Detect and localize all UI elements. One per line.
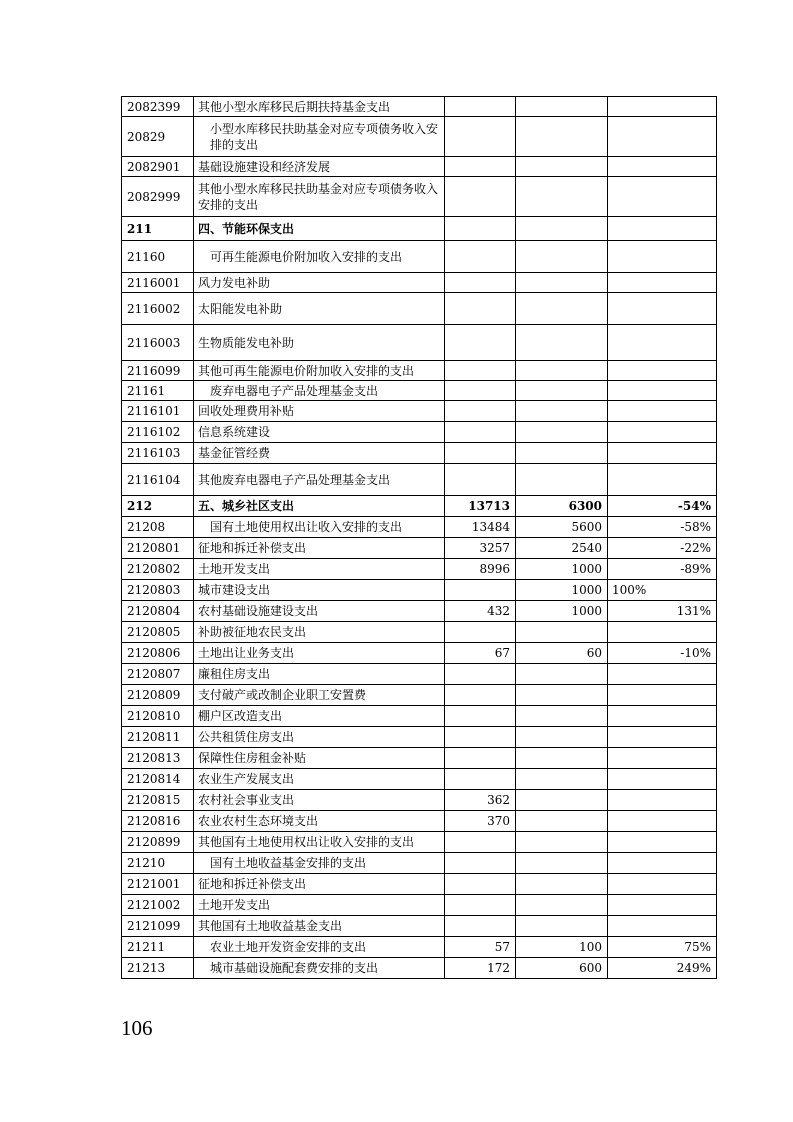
row-name: 太阳能发电补助 — [194, 293, 445, 325]
row-code: 21160 — [122, 241, 194, 273]
row-code: 2116003 — [122, 325, 194, 361]
table-row — [122, 464, 717, 496]
row-value-3 — [608, 706, 717, 727]
row-value-3 — [608, 97, 717, 117]
row-name: 其他国有土地收益基金支出 — [194, 916, 445, 937]
row-value-3: -54% — [608, 496, 717, 517]
row-value-1 — [445, 177, 516, 217]
row-value-3 — [608, 422, 717, 443]
row-name: 农村基础设施建设支出 — [194, 601, 445, 622]
row-value-3 — [608, 325, 717, 361]
row-value-2 — [516, 916, 608, 937]
row-value-2: 100 — [516, 937, 608, 958]
row-code: 211 — [122, 217, 194, 241]
row-value-3 — [608, 832, 717, 853]
row-value-3 — [608, 177, 717, 217]
row-name: 土地开发支出 — [194, 895, 445, 916]
table-row — [122, 580, 717, 601]
row-name: 农业农村生态环境支出 — [194, 811, 445, 832]
row-name: 城市建设支出 — [194, 580, 445, 601]
row-value-3 — [608, 622, 717, 643]
row-name: 其他小型水库移民后期扶持基金支出 — [194, 97, 445, 117]
row-code: 2120899 — [122, 832, 194, 853]
row-value-1 — [445, 422, 516, 443]
row-value-3 — [608, 157, 717, 177]
row-code: 2116104 — [122, 464, 194, 496]
row-value-3 — [608, 381, 717, 401]
row-code: 2120804 — [122, 601, 194, 622]
table-row — [122, 401, 717, 422]
row-value-3 — [608, 443, 717, 464]
row-name: 土地开发支出 — [194, 559, 445, 580]
row-value-1 — [445, 748, 516, 769]
row-value-3: 75% — [608, 937, 717, 958]
row-value-1 — [445, 706, 516, 727]
row-name: 支付破产或改制企业职工安置费 — [194, 685, 445, 706]
table-row — [122, 177, 717, 217]
table-row — [122, 685, 717, 706]
row-value-1: 172 — [445, 958, 516, 979]
row-value-1 — [445, 241, 516, 273]
table-row — [122, 874, 717, 895]
row-value-3 — [608, 273, 717, 293]
row-value-2: 5600 — [516, 517, 608, 538]
row-name: 其他国有土地使用权出让收入安排的支出 — [194, 832, 445, 853]
row-code: 2120805 — [122, 622, 194, 643]
row-name: 城市基础设施配套费安排的支出 — [194, 958, 445, 979]
row-name: 补助被征地农民支出 — [194, 622, 445, 643]
row-value-1: 8996 — [445, 559, 516, 580]
row-code: 2120801 — [122, 538, 194, 559]
row-name: 保障性住房租金补贴 — [194, 748, 445, 769]
table-row — [122, 361, 717, 381]
row-code: 2120811 — [122, 727, 194, 748]
row-value-2 — [516, 177, 608, 217]
table-row — [122, 117, 717, 157]
row-name: 生物质能发电补助 — [194, 325, 445, 361]
row-code: 2121002 — [122, 895, 194, 916]
row-value-3 — [608, 685, 717, 706]
row-name: 廉租住房支出 — [194, 664, 445, 685]
row-value-2 — [516, 895, 608, 916]
row-name: 五、城乡社区支出 — [194, 496, 445, 517]
table-row — [122, 273, 717, 293]
row-value-3 — [608, 117, 717, 157]
table-row — [122, 622, 717, 643]
row-value-2: 1000 — [516, 559, 608, 580]
row-value-1 — [445, 117, 516, 157]
row-value-3 — [608, 217, 717, 241]
row-code: 2116103 — [122, 443, 194, 464]
row-code: 2121099 — [122, 916, 194, 937]
row-code: 2120803 — [122, 580, 194, 601]
row-value-1 — [445, 895, 516, 916]
row-name: 公共租赁住房支出 — [194, 727, 445, 748]
table-row — [122, 769, 717, 790]
row-value-1 — [445, 622, 516, 643]
row-value-1 — [445, 853, 516, 874]
row-value-1 — [445, 361, 516, 381]
row-value-1 — [445, 443, 516, 464]
row-value-1 — [445, 916, 516, 937]
row-name: 信息系统建设 — [194, 422, 445, 443]
table-row — [122, 601, 717, 622]
row-name: 可再生能源电价附加收入安排的支出 — [194, 241, 445, 273]
table-row — [122, 517, 717, 538]
row-code: 2116099 — [122, 361, 194, 381]
row-value-1 — [445, 874, 516, 895]
row-value-1 — [445, 464, 516, 496]
table-row — [122, 853, 717, 874]
table-row — [122, 790, 717, 811]
table-row — [122, 538, 717, 559]
row-value-1 — [445, 580, 516, 601]
row-value-3 — [608, 916, 717, 937]
row-value-2 — [516, 361, 608, 381]
row-name: 四、节能环保支出 — [194, 217, 445, 241]
row-value-1 — [445, 381, 516, 401]
row-name: 国有土地使用权出让收入安排的支出 — [194, 517, 445, 538]
row-code: 2082399 — [122, 97, 194, 117]
row-code: 21208 — [122, 517, 194, 538]
row-code: 21161 — [122, 381, 194, 401]
row-code: 2120816 — [122, 811, 194, 832]
row-code: 21210 — [122, 853, 194, 874]
row-value-1: 67 — [445, 643, 516, 664]
row-name: 废弃电器电子产品处理基金支出 — [194, 381, 445, 401]
row-value-3 — [608, 727, 717, 748]
row-value-2: 6300 — [516, 496, 608, 517]
table-row — [122, 937, 717, 958]
row-value-1 — [445, 832, 516, 853]
row-code: 2116101 — [122, 401, 194, 422]
row-code: 2120809 — [122, 685, 194, 706]
row-name: 其他废弃电器电子产品处理基金支出 — [194, 464, 445, 496]
row-name: 其他可再生能源电价附加收入安排的支出 — [194, 361, 445, 381]
row-value-3 — [608, 361, 717, 381]
row-name: 农业土地开发资金安排的支出 — [194, 937, 445, 958]
row-value-3: 249% — [608, 958, 717, 979]
table-row — [122, 832, 717, 853]
row-value-1 — [445, 685, 516, 706]
page-number: 106 — [121, 1016, 153, 1040]
row-value-1 — [445, 325, 516, 361]
row-value-3 — [608, 769, 717, 790]
row-value-2 — [516, 832, 608, 853]
row-value-3 — [608, 464, 717, 496]
budget-table — [121, 96, 717, 979]
row-value-1: 432 — [445, 601, 516, 622]
row-value-2 — [516, 685, 608, 706]
row-name: 基金征管经费 — [194, 443, 445, 464]
row-name: 征地和拆迁补偿支出 — [194, 874, 445, 895]
row-code: 2120802 — [122, 559, 194, 580]
row-code: 2120806 — [122, 643, 194, 664]
row-code: 21213 — [122, 958, 194, 979]
row-value-3 — [608, 853, 717, 874]
row-value-1: 13484 — [445, 517, 516, 538]
row-code: 2082999 — [122, 177, 194, 217]
row-name: 农业生产发展支出 — [194, 769, 445, 790]
table-row — [122, 559, 717, 580]
row-name: 征地和拆迁补偿支出 — [194, 538, 445, 559]
row-value-2 — [516, 811, 608, 832]
row-value-1 — [445, 769, 516, 790]
row-value-3 — [608, 293, 717, 325]
row-value-1 — [445, 293, 516, 325]
row-value-3: 100% — [608, 580, 717, 601]
row-value-2 — [516, 273, 608, 293]
table-row — [122, 895, 717, 916]
row-code: 2120813 — [122, 748, 194, 769]
row-value-2 — [516, 874, 608, 895]
row-name: 基础设施建设和经济发展 — [194, 157, 445, 177]
row-value-2 — [516, 748, 608, 769]
row-name: 棚户区改造支出 — [194, 706, 445, 727]
table-row — [122, 727, 717, 748]
row-value-1 — [445, 401, 516, 422]
row-code: 2082901 — [122, 157, 194, 177]
row-code: 2120807 — [122, 664, 194, 685]
table-row — [122, 157, 717, 177]
row-value-1 — [445, 217, 516, 241]
row-value-2 — [516, 769, 608, 790]
row-name: 国有土地收益基金安排的支出 — [194, 853, 445, 874]
table-row — [122, 241, 717, 273]
row-value-3 — [608, 241, 717, 273]
row-value-2: 1000 — [516, 580, 608, 601]
table-row — [122, 97, 717, 117]
row-value-3 — [608, 874, 717, 895]
row-value-3 — [608, 790, 717, 811]
row-code: 2121001 — [122, 874, 194, 895]
row-value-1: 13713 — [445, 496, 516, 517]
row-value-3 — [608, 748, 717, 769]
table-row — [122, 293, 717, 325]
row-value-2: 600 — [516, 958, 608, 979]
row-value-2 — [516, 464, 608, 496]
row-value-1 — [445, 664, 516, 685]
row-value-2: 60 — [516, 643, 608, 664]
row-value-2 — [516, 241, 608, 273]
row-name: 小型水库移民扶助基金对应专项债务收入安排的支出 — [194, 117, 445, 157]
row-code: 20829 — [122, 117, 194, 157]
table-row — [122, 958, 717, 979]
row-value-3 — [608, 811, 717, 832]
row-value-2 — [516, 293, 608, 325]
row-value-1 — [445, 727, 516, 748]
row-value-2 — [516, 664, 608, 685]
row-name: 土地出让业务支出 — [194, 643, 445, 664]
row-value-2 — [516, 622, 608, 643]
table-row — [122, 496, 717, 517]
row-name: 农村社会事业支出 — [194, 790, 445, 811]
row-value-2 — [516, 401, 608, 422]
row-value-2 — [516, 157, 608, 177]
row-code: 21211 — [122, 937, 194, 958]
row-value-1: 362 — [445, 790, 516, 811]
row-value-2 — [516, 117, 608, 157]
row-code: 212 — [122, 496, 194, 517]
row-name: 其他小型水库移民扶助基金对应专项债务收入安排的支出 — [194, 177, 445, 217]
row-value-1 — [445, 97, 516, 117]
row-value-2 — [516, 727, 608, 748]
row-value-3 — [608, 401, 717, 422]
budget-table-body — [122, 97, 717, 979]
row-code: 2120814 — [122, 769, 194, 790]
row-value-3: -58% — [608, 517, 717, 538]
row-value-2: 2540 — [516, 538, 608, 559]
table-row — [122, 916, 717, 937]
row-value-2 — [516, 790, 608, 811]
row-value-3: -10% — [608, 643, 717, 664]
row-value-2 — [516, 217, 608, 241]
table-row — [122, 422, 717, 443]
row-code: 2116002 — [122, 293, 194, 325]
row-code: 2120815 — [122, 790, 194, 811]
table-row — [122, 381, 717, 401]
table-row — [122, 664, 717, 685]
row-value-2 — [516, 853, 608, 874]
row-code: 2116001 — [122, 273, 194, 293]
row-value-3 — [608, 664, 717, 685]
row-value-3: -22% — [608, 538, 717, 559]
row-value-2 — [516, 381, 608, 401]
row-value-3 — [608, 895, 717, 916]
row-value-3: 131% — [608, 601, 717, 622]
row-name: 回收处理费用补贴 — [194, 401, 445, 422]
row-value-2 — [516, 325, 608, 361]
row-code: 2116102 — [122, 422, 194, 443]
table-row — [122, 643, 717, 664]
row-value-1 — [445, 273, 516, 293]
row-code: 2120810 — [122, 706, 194, 727]
table-row — [122, 706, 717, 727]
table-row — [122, 811, 717, 832]
row-value-2: 1000 — [516, 601, 608, 622]
row-value-2 — [516, 422, 608, 443]
table-row — [122, 443, 717, 464]
row-value-2 — [516, 706, 608, 727]
table-row — [122, 325, 717, 361]
table-row — [122, 217, 717, 241]
row-value-2 — [516, 443, 608, 464]
row-value-2 — [516, 97, 608, 117]
table-row — [122, 748, 717, 769]
row-value-3: -89% — [608, 559, 717, 580]
row-value-1: 57 — [445, 937, 516, 958]
row-value-1: 370 — [445, 811, 516, 832]
row-value-1 — [445, 157, 516, 177]
row-value-1: 3257 — [445, 538, 516, 559]
row-name: 风力发电补助 — [194, 273, 445, 293]
